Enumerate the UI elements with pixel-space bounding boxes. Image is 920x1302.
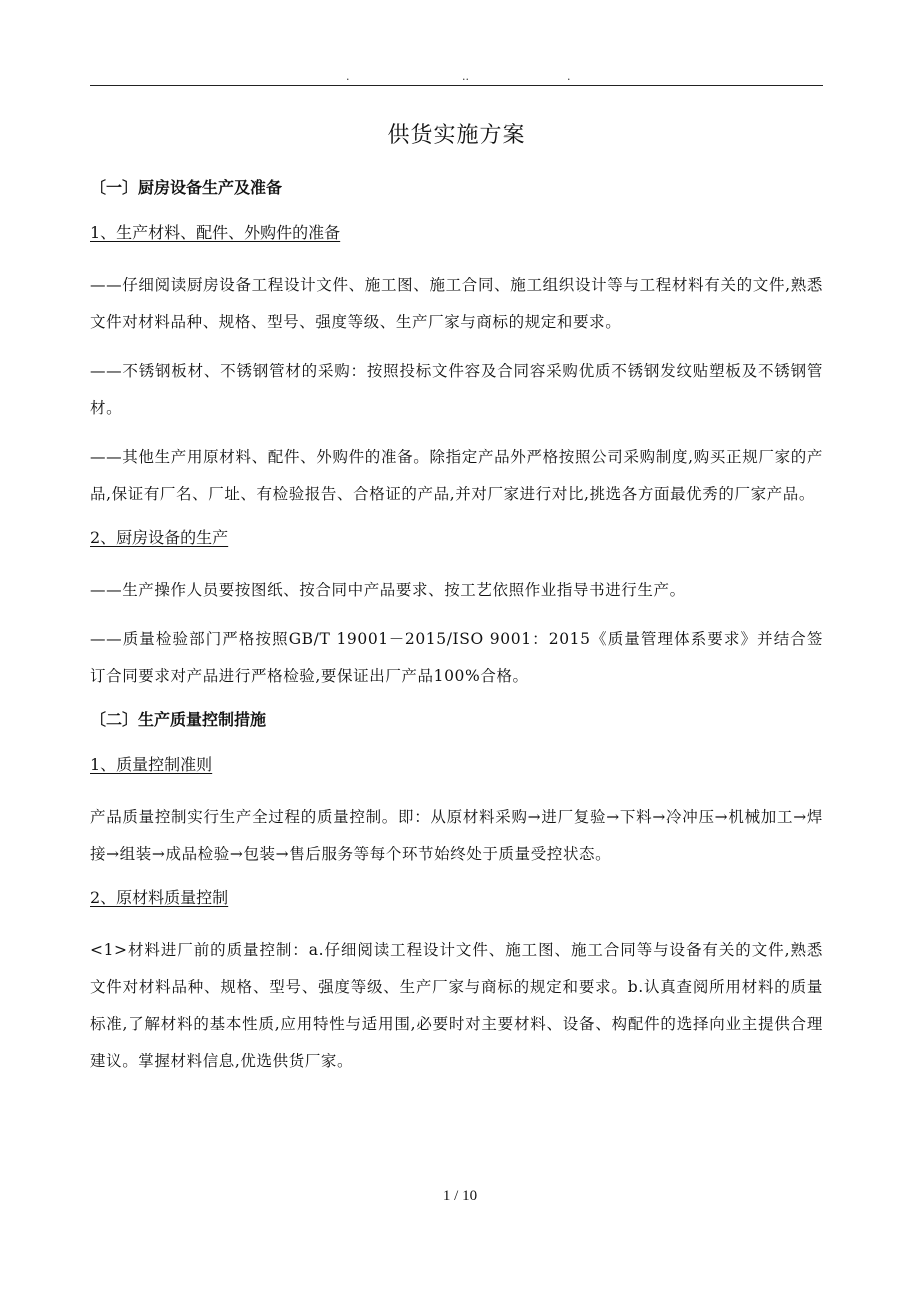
page-number: 1 / 10	[442, 1188, 478, 1204]
paragraph: <1>材料进厂前的质量控制：a.仔细阅读工程设计文件、施工图、施工合同等与设备有关的文件,熟悉文件对材料品种、规格、型号、强度等级、生产厂家与商标的规定和要求。b.认真查阅所用材料的质量标准,了解材料的基本性质,应用特性与适用围,必要时对主要材料、设备、构配件的选择向业主提供合理建议。掌握材料信息,优选供货厂家。	[90, 941, 823, 1070]
paragraph: ——仔细阅读厨房设备工程设计文件、施工图、施工合同、施工组织设计等与工程材料有关的文件,熟悉文件对材料品种、规格、型号、强度等级、生产厂家与商标的规定和要求。	[90, 276, 823, 331]
section-heading: 〔二〕生产质量控制措施	[90, 710, 267, 729]
paragraph: ——生产操作人员要按图纸、按合同中产品要求、按工艺依照作业指导书进行生产。	[90, 581, 686, 599]
subsection-heading: 1、质量控制准则	[90, 755, 213, 774]
header-dot: .	[346, 70, 350, 83]
section-heading: 〔一〕厨房设备生产及准备	[90, 178, 283, 197]
paragraph: ——质量检验部门严格按照GB/T 19001－2015/ISO 9001：2015《质量管理体系要求》并结合签订合同要求对产品进行严格检验,要保证出厂产品100%合格。	[90, 630, 823, 685]
subsection-heading: 1、生产材料、配件、外购件的准备	[90, 223, 341, 242]
subsection-heading: 2、厨房设备的生产	[90, 528, 229, 547]
header-dot: .	[567, 70, 571, 83]
document-body	[90, 118, 823, 1092]
subsection-heading: 2、原材料质量控制	[90, 888, 229, 907]
header-divider	[90, 85, 823, 86]
paragraph: ——不锈钢板材、不锈钢管材的采购：按照投标文件容及合同容采购优质不锈钢发纹贴塑板及不锈钢管材。	[90, 362, 823, 417]
header-dot: ..	[462, 70, 469, 83]
header-marks	[90, 70, 823, 84]
paragraph: 产品质量控制实行生产全过程的质量控制。即：从原材料采购→进厂复验→下料→冷冲压→机械加工→焊接→组装→成品检验→包装→售后服务等每个环节始终处于质量受控状态。	[90, 808, 823, 863]
document-title: 供货实施方案	[387, 123, 526, 148]
paragraph: ——其他生产用原材料、配件、外购件的准备。除指定产品外严格按照公司采购制度,购买正规厂家的产品,保证有厂名、厂址、有检验报告、合格证的产品,并对厂家进行对比,挑选各方面最优秀的厂家产品。	[90, 448, 823, 503]
